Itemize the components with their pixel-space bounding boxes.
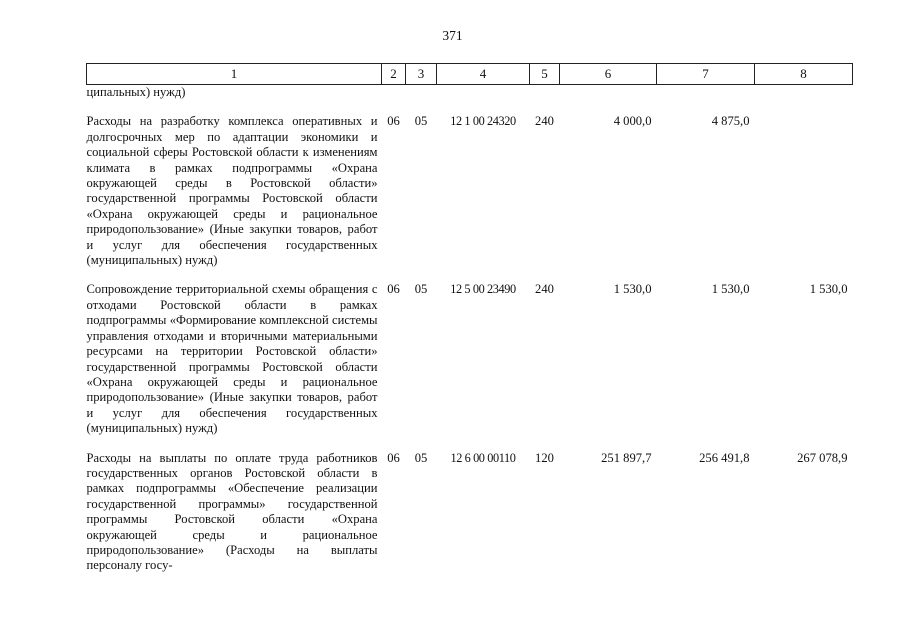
row-description: Расходы на выплаты по оплате труда работников государственных органов Ростовской области в рамках подпрограммы «Обеспечение реализации государственной программы» государственной программы Ростовской области «Охрана окружающей среды и рациональное природопользование» (Расходы на выплаты персоналу госу- xyxy=(86,450,378,573)
row-col-6: 1 530,0 xyxy=(613,282,652,297)
row-col-6: 251 897,7 xyxy=(601,450,652,465)
row-col-3: 05 xyxy=(414,282,428,297)
header-row xyxy=(87,64,853,85)
header-col-6: 6 xyxy=(560,64,657,85)
header-col-5: 5 xyxy=(530,64,560,85)
row-col-7: 256 491,8 xyxy=(699,450,750,465)
row-col-5: 240 xyxy=(535,114,554,129)
header-col-3: 3 xyxy=(406,64,437,85)
row-col-3: 05 xyxy=(414,114,428,129)
row-description: Сопровождение территориальной схемы обращения с отходами Ростовской области в рамках подпрограммы «Формирование комплексной системы управления отходами и вторичными материальными ресурсами на территории Ростовской области» государственной программы Ростовской области «Охрана окружающей среды и рациональное природопользование» (Иные закупки товаров, работ и услуг для обеспечения государственных (муниципальных) нужд) xyxy=(86,282,378,436)
row-description: Расходы на разработку комплекса оперативных и долгосрочных мер по адаптации экономики и социальной сферы Ростовской области к изменениям климата в рамках подпрограммы «Охрана окружающей среды в Ростовской области» государственной программы Ростовской области «Охрана окружающей среды и рациональное природопользование» (Иные закупки товаров, работ и услуг для обеспечения государственных (муниципальных) нужд) xyxy=(86,114,378,268)
row-col-5: 120 xyxy=(535,450,554,465)
table-row xyxy=(87,437,853,574)
row-col-7: 4 875,0 xyxy=(711,114,750,129)
row-col-5: 240 xyxy=(535,282,554,297)
header-col-7: 7 xyxy=(657,64,755,85)
row-col-8: 267 078,9 xyxy=(797,450,848,465)
continuation-text: ципальных) нужд) xyxy=(86,85,186,99)
table-header xyxy=(87,64,853,85)
row-col-7: 1 530,0 xyxy=(711,282,750,297)
header-col-2: 2 xyxy=(382,64,406,85)
header-col-4: 4 xyxy=(437,64,530,85)
header-col-1: 1 xyxy=(87,64,382,85)
table-row xyxy=(87,100,853,268)
row-col-4: 12 1 00 24320 xyxy=(450,114,516,129)
page-number: 371 xyxy=(442,28,463,43)
continuation-row xyxy=(87,85,853,101)
table-row xyxy=(87,268,853,436)
header-col-8: 8 xyxy=(755,64,853,85)
row-col-6: 4 000,0 xyxy=(613,114,652,129)
row-col-4: 12 6 00 00110 xyxy=(450,450,516,465)
row-col-2: 06 xyxy=(387,282,400,297)
row-col-8 xyxy=(755,100,853,268)
row-col-3: 05 xyxy=(414,450,428,465)
row-col-8: 1 530,0 xyxy=(809,282,848,297)
row-col-2: 06 xyxy=(387,114,400,129)
row-col-2: 06 xyxy=(387,450,400,465)
budget-table xyxy=(86,63,853,574)
row-col-4: 12 5 00 23490 xyxy=(450,282,516,297)
